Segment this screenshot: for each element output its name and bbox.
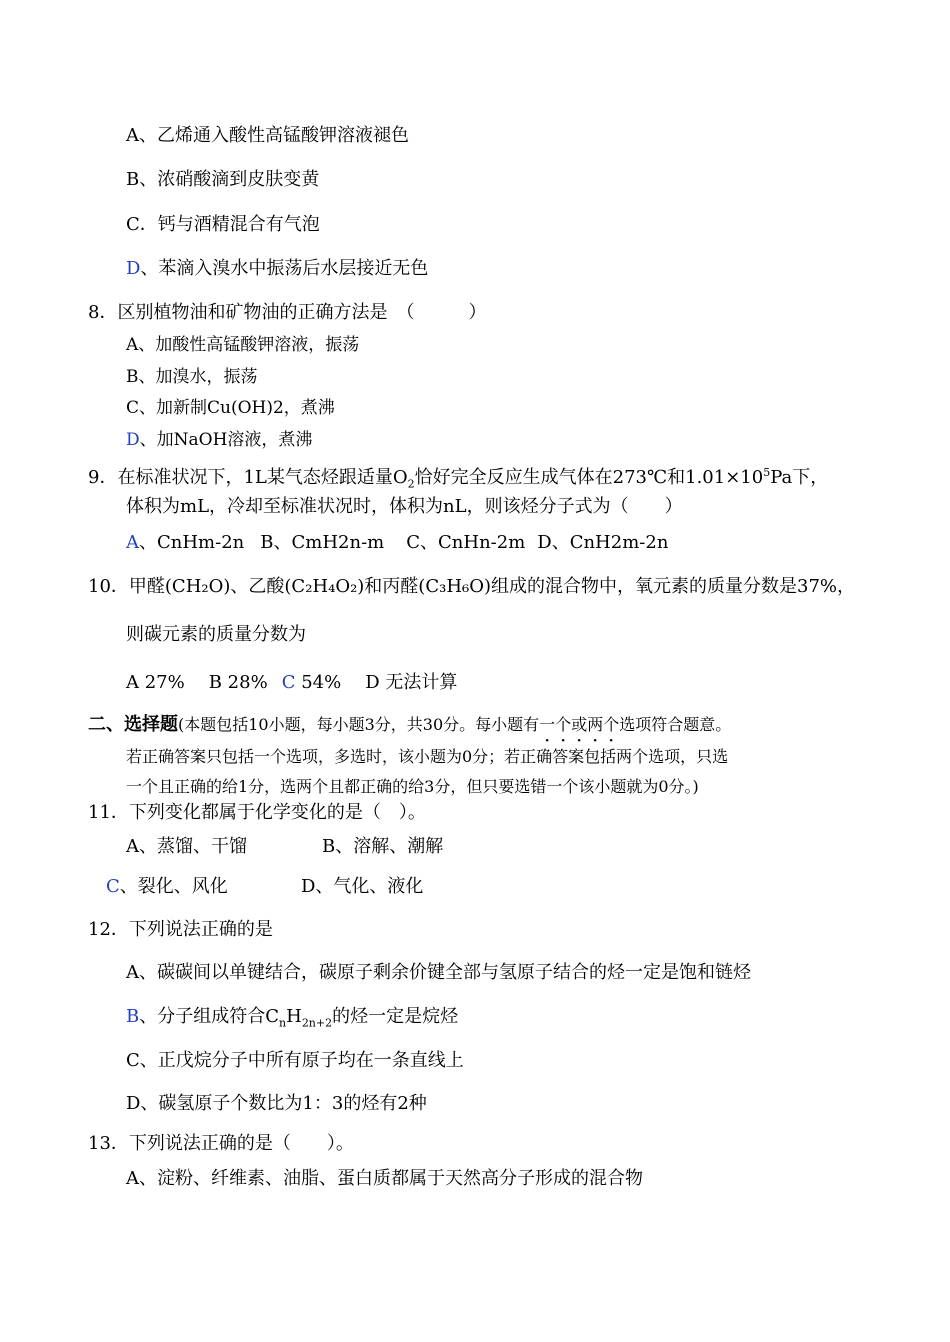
q10-options [126, 671, 457, 695]
section2-heading [88, 713, 731, 737]
option-text: 、苯滴入溴水中振荡后水层接近无色 [140, 258, 429, 279]
subscript: n [279, 1016, 287, 1030]
option-text: 、加NaOH溶液，煮沸 [139, 430, 313, 450]
q13-stem: 13．下列说法正确的是（ ）。 [88, 1133, 354, 1154]
q10-option-b: B 28% [208, 672, 268, 693]
q10-option-d: D 无法计算 [365, 672, 458, 693]
q7-option-d [126, 257, 428, 281]
q8-option-d [126, 428, 312, 452]
q11-option-a: A、蒸馏、干馏 [126, 836, 247, 857]
q10-line2: 则碳元素的质量分数为 [126, 624, 306, 645]
q12-stem: 12．下列说法正确的是 [88, 919, 273, 940]
q7-option-a: A、乙烯通入酸性高锰酸钾溶液褪色 [126, 125, 409, 146]
option-text: 、CnHm-2n [139, 532, 245, 553]
text: 恰好完全反应生成气体在273℃和1.01×10 [414, 467, 764, 488]
option-text: 54% [295, 672, 342, 693]
text: Pa下， [770, 467, 829, 488]
q12-option-a: A、碳碳间以单键结合，碳原子剩余价键全部与氢原子结合的烃一定是饱和链烃 [126, 962, 751, 983]
q8-option-c: C、加新制Cu(OH)2，煮沸 [126, 398, 335, 418]
q13-option-a: A、淀粉、纤维素、油脂、蛋白质都属于天然高分子形成的混合物 [126, 1168, 643, 1189]
q12-option-d: D、碳氢原子个数比为1：3的烃有2种 [126, 1093, 427, 1114]
section2-line2: 若正确答案只包括一个选项，多选时，该小题为0分；若正确答案包括两个选项，只选 [126, 747, 729, 766]
superscript: 5 [763, 466, 771, 479]
q9-option-c: C、CnHn-2m [406, 532, 526, 553]
q8-stem: 8．区别植物油和矿物油的正确方法是 （ ） [88, 302, 487, 323]
text: H [286, 1006, 302, 1027]
q8-option-b: B、加溴水，振荡 [126, 367, 258, 387]
q12-option-b [126, 1005, 458, 1036]
text: 甲醛(CH₂O)、乙酸(C₂H₄O₂)和丙醛(C₃H₆O)组成的混合物中，氧元素的质量分数是37%， [128, 576, 856, 597]
emphasis-char: 或 [571, 715, 588, 734]
section-title: 二、选择题 [88, 714, 178, 735]
subscript: 2n+2 [301, 1016, 333, 1030]
q7-option-b: B、浓硝酸滴到皮肤变黄 [126, 169, 320, 190]
emphasis-char: 一 [539, 715, 556, 734]
emphasis-char: 个 [603, 715, 620, 734]
answer-letter: D [126, 258, 141, 279]
question-number: 9． [88, 467, 118, 488]
option-text: 、裂化、风化 [119, 876, 228, 897]
q9-option-d: D、CnH2m-2n [537, 532, 669, 553]
q11-option-c [106, 875, 228, 899]
answer-letter: B [126, 1006, 140, 1027]
q7-option-c: C．钙与酒精混合有气泡 [126, 214, 320, 235]
q9-line1 [88, 461, 828, 497]
q11-stem: 11．下列变化都属于化学变化的是（ ）。 [88, 802, 426, 823]
emphasis-char: 个 [555, 715, 572, 734]
answer-letter: C [281, 672, 296, 693]
q9-option-a [126, 532, 244, 553]
emphasis-dotted [539, 715, 619, 734]
q9-line2: 体积为mL，冷却至标准状况时，体积为nL，则该烃分子式为（ ） [126, 496, 683, 517]
question-number: 10． [88, 576, 129, 597]
q10-option-c [282, 672, 342, 693]
subscript: 2 [407, 477, 415, 491]
text: (本题包括10小题，每小题3分，共30分。每小题有 [178, 715, 540, 734]
answer-letter: D [126, 430, 140, 450]
q12-option-c: C、正戊烷分子中所有原子均在一条直线上 [126, 1050, 464, 1071]
answer-letter: C [106, 876, 120, 897]
q10-option-a: A 27% [126, 672, 185, 693]
section2-line3: 一个且正确的给1分，选两个且都正确的给3分，但只要选错一个该小题就为0分。) [126, 777, 699, 796]
text: 选项符合题意。 [619, 715, 732, 734]
answer-letter: A [126, 532, 139, 553]
q8-option-a: A、加酸性高锰酸钾溶液，振荡 [126, 335, 360, 355]
text: 、分子组成符合C [139, 1006, 280, 1027]
q10-line1 [88, 575, 855, 599]
q9-option-b: B、CmH2n-m [260, 532, 385, 553]
q11-option-d: D、气化、液化 [301, 876, 424, 897]
q9-options [126, 531, 668, 555]
q11-option-b: B、溶解、潮解 [322, 836, 444, 857]
text: 的烃一定是烷烃 [332, 1006, 459, 1027]
emphasis-char: 两 [587, 715, 604, 734]
text: 在标准状况下，1L某气态烃跟适量O [117, 467, 408, 488]
